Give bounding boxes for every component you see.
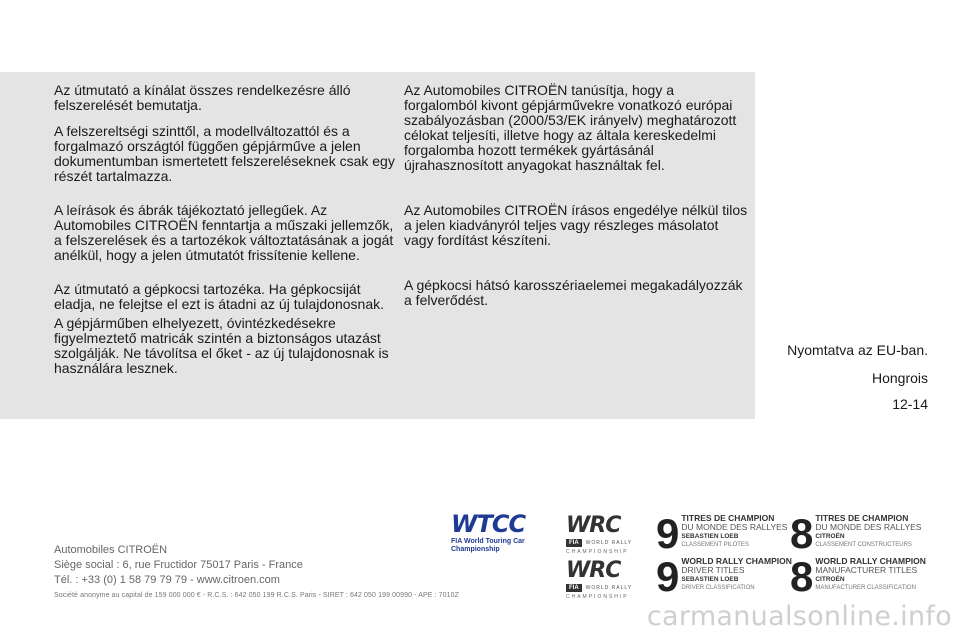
badge-line-4: DRIVER CLASSIFICATION (681, 585, 755, 591)
wrc-mark: WRC (566, 513, 621, 538)
wtcc-caption: FIA World Touring Car Championship (451, 538, 525, 553)
company-footer (54, 543, 459, 603)
badge-line-2: DRIVER TITLES (681, 565, 745, 575)
wrc-championship: CHAMPIONSHIP (566, 549, 629, 555)
champion-badge (790, 510, 922, 557)
printed-in-eu: Nyomtatva az EU-ban. (787, 342, 928, 358)
wrc-tag-text: WORLD RALLY (585, 540, 633, 546)
wtcc-logo (451, 512, 541, 554)
badge-line-1: TITRES DE CHAMPION (815, 513, 909, 523)
fia-tag: FIA (566, 539, 582, 547)
wrc-logo (566, 515, 656, 555)
company-legal: Société anonyme au capital de 159 000 000 € - R.C.S. : 642 050 199 R.C.S. Paris - SIRET : 642 050 199 00990 - APE : 7010Z (54, 592, 459, 599)
language-label: Hongrois (871, 370, 928, 386)
left-text-column (54, 83, 399, 376)
title-count: 8 (790, 553, 814, 600)
badge-line-1: WORLD RALLY CHAMPION (681, 556, 792, 566)
title-count: 9 (656, 553, 680, 600)
title-count: 9 (656, 510, 680, 557)
paragraph-mudflaps: A gépkocsi hátsó karosszériaelemei megakadályozzák a felverődést. (404, 277, 743, 308)
title-count: 8 (790, 510, 814, 557)
paragraph-recycling: Az Automobiles CITROËN tanúsítja, hogy a forgalomból kivont gépjárművekre vonatkozó európai szabályozásban (2000/53/EK irányelv) meghatározott célokat teljesíti, illetve hogy az általa kereskedelmi forgalomba hozott termékek gyártásánál újrahasznosított anyagokat használtak fel. (404, 82, 737, 173)
champion-badge (656, 553, 792, 600)
badge-line-1: TITRES DE CHAMPION (681, 513, 775, 523)
badge-line-1: WORLD RALLY CHAMPION (815, 556, 926, 566)
paragraph-handover: Az útmutató a gépkocsi tartozéka. Ha gépkocsiját eladja, ne felejtse el ezt is átadni az új tulajdonosnak. (54, 281, 384, 312)
company-contact: Tél. : +33 (0) 1 58 79 79 79 - www.citroen.com (54, 574, 280, 586)
badge-line-4: CLASSEMENT CONSTRUCTEURS (815, 542, 912, 548)
paragraph-descriptions: A leírások és ábrák tájékoztató jellegűek. Az Automobiles CITROËN fenntartja a műszaki jellemzők, a felszerelések és a tartozékok változtatásának a jogát anélkül, hogy a jelen útmutatót frissítenie kellene. (54, 202, 394, 263)
paragraph-equipment-level: A felszereltségi szinttől, a modellváltozattól és a forgalmazó országtól függően gépjárműve a jelen dokumentumban ismertetett felszereléseknek csak egy részét tartalmazza. (54, 123, 395, 184)
badge-line-3: SEBASTIEN LOEB (681, 533, 739, 540)
paragraph-warning-stickers: A gépjárműben elhelyezett, óvintézkedésekre figyelmeztető matricák szintén a biztonságos utazást szolgálják. Ne távolítsa el őket - az új tulajdonosnak is használára lesznek. (54, 315, 389, 376)
badge-line-3: CITROËN (815, 533, 845, 540)
badge-line-4: MANUFACTURER CLASSIFICATION (815, 585, 916, 591)
edition-code: 12-14 (892, 396, 928, 412)
wtcc-mark: WTCC (451, 510, 526, 538)
wrc-mark: WRC (566, 558, 621, 583)
wrc-logo (566, 560, 656, 600)
paragraph-copyright: Az Automobiles CITROËN írásos engedélye nélkül tilos a jelen kiadványról teljes vagy részleges másolatot vagy fordítást készíteni. (404, 202, 748, 248)
wrc-championship: CHAMPIONSHIP (566, 594, 629, 600)
wrc-tag-text: WORLD RALLY (585, 585, 633, 591)
company-name: Automobiles CITROËN (54, 544, 168, 556)
badge-line-4: CLASSEMENT PILOTES (681, 542, 749, 548)
champion-badge (656, 510, 788, 557)
company-address: Siège social : 6, rue Fructidor 75017 Paris - France (54, 559, 303, 571)
site-watermark: carmanualsonline.info (646, 601, 952, 632)
right-text-column (404, 83, 749, 308)
champion-badge (790, 553, 926, 600)
badge-line-2: DU MONDE DES RALLYES (681, 522, 788, 532)
badge-line-2: DU MONDE DES RALLYES (815, 522, 922, 532)
badge-line-3: CITROËN (815, 576, 845, 583)
paragraph-overview: Az útmutató a kínálat összes rendelkezésre álló felszerelését bemutatja. (54, 82, 351, 113)
badge-line-3: SEBASTIEN LOEB (681, 576, 739, 583)
fia-tag: FIA (566, 584, 582, 592)
badge-line-2: MANUFACTURER TITLES (815, 565, 918, 575)
